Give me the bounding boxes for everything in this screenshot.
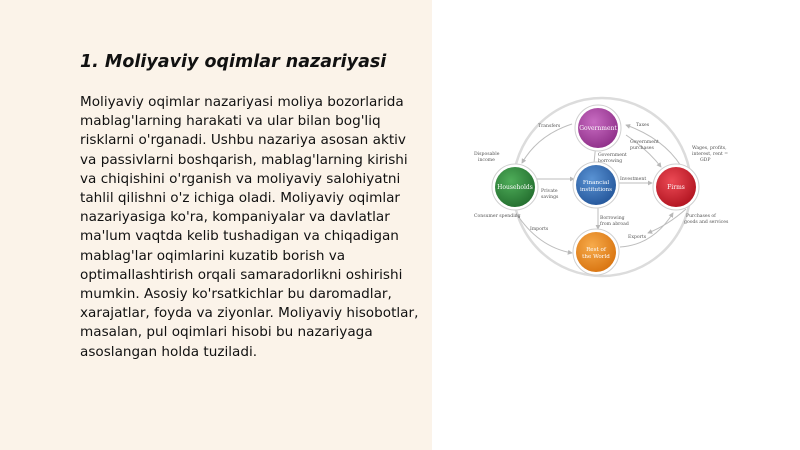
households-label: Households (497, 184, 533, 191)
households-node (492, 164, 538, 210)
private-savings-label-2: savings (541, 195, 559, 200)
gov-borrowing-label-2: borrowing (598, 159, 623, 164)
borrowing-abroad-label-2: from abroad (600, 222, 629, 227)
exports-arrow (620, 213, 673, 247)
gov-purchases-label-1: Government (630, 140, 659, 145)
rest-of-world-node (573, 229, 619, 275)
borrowing-abroad-label-1: Borrowing (600, 216, 625, 221)
rest-label-line2: the World (582, 254, 610, 260)
slide-title: 1. Moliyaviy oqimlar nazariyasi (80, 52, 387, 72)
circular-flow-diagram (468, 95, 736, 280)
investment-label: Investment (620, 177, 647, 182)
private-savings-label-1: Private (541, 189, 558, 194)
imports-label: Imports (530, 227, 549, 232)
financial-institutions-node (573, 162, 619, 208)
purchases-goods-label-1: Purchases of (686, 214, 716, 219)
disposable-income-label-2: income (478, 158, 495, 163)
gov-purchases-label-2: purchases (630, 146, 654, 151)
disposable-income-label-1: Disposable (474, 152, 500, 157)
taxes-label: Taxes (636, 123, 650, 128)
wages-label-1: Wages, profits, (692, 146, 727, 151)
rest-label-line1: Rest of (586, 247, 606, 253)
consumer-spending-label: Consumer spending (474, 214, 521, 219)
transfers-arrow (522, 124, 572, 163)
purchases-goods-label-2: goods and services (684, 220, 729, 225)
wages-label-2: interest, rent = (692, 152, 729, 157)
government-label: Government (579, 125, 617, 132)
financial-label-line2: institutions (579, 187, 613, 193)
gov-borrowing-label-1: Government (598, 153, 627, 158)
transfers-label: Transfers (538, 124, 561, 129)
firms-node (653, 164, 699, 210)
government-node (575, 105, 621, 151)
firms-label: Firms (667, 184, 685, 191)
body-paragraph: Moliyaviy oqimlar nazariyasi moliya bozorlarida mablag'larning harakati va ular bilan bog'liq risklarni o'rganadi. Ushbu nazariya asosan aktiv va passivlarni boshqarish, mablag'larning kirishi va chiqishini o'rganish va moliyaviy salohiyatni tahlil qilishni o'z ichiga oladi. Moliyaviy oqimlar nazariyasiga ko'ra, kompaniyalar va davlatlar ma'lum vaqtda kelib tushadigan va chiqadigan mablag'lar oqimlarini kuzatib borish va optimallashtirish orqali samaradorlikni oshirishi mumkin. Asosiy ko'rsatkichlar bu daromadlar, xarajatlar, foyda va ziyonlar. Moliyaviy hisobotlar, masalan, pul oqimlari hisobi bu nazariyaga asoslangan holda tuziladi. (80, 94, 419, 360)
financial-label-line1: Financial (582, 180, 610, 186)
exports-label: Exports (628, 235, 647, 240)
wages-label-3: GDP (700, 158, 711, 163)
